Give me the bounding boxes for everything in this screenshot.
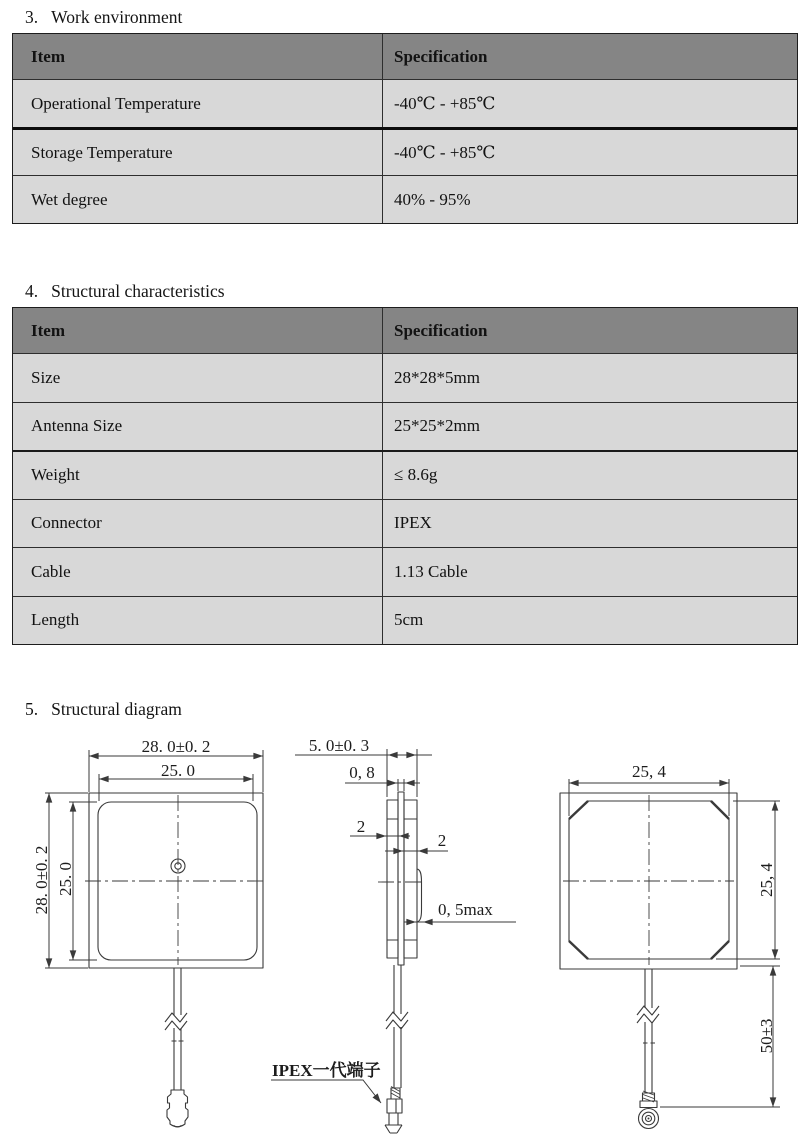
section-title: Structural diagram	[51, 699, 182, 719]
row-spec: 5cm	[382, 597, 797, 645]
side-left-thickness-dim: 2	[356, 817, 366, 836]
cable-length-dim: 50±3	[757, 1018, 776, 1054]
side-protrusion-dim: 0, 5max	[438, 900, 493, 919]
table-row	[13, 402, 797, 451]
front-inner-width-dim: 25. 0	[161, 761, 195, 780]
table-row	[13, 547, 797, 596]
table-row	[13, 175, 797, 223]
work-environment-table	[12, 33, 798, 224]
row-item: Weight	[31, 465, 80, 485]
side-patch-right	[404, 800, 417, 958]
back-ground-plane	[569, 801, 729, 959]
side-pcb	[398, 792, 404, 965]
side-cable	[394, 965, 401, 1088]
column-header-specification: Specification	[382, 308, 797, 353]
row-item: Storage Temperature	[31, 142, 173, 162]
side-right-thickness-dim: 2	[437, 831, 447, 850]
column-header-item: Item	[31, 320, 65, 340]
row-item: Wet degree	[31, 189, 108, 209]
back-view-drawing	[560, 762, 780, 1129]
front-ceramic-patch	[98, 802, 257, 960]
cable-break-symbol	[386, 1012, 408, 1029]
section-number: 4.	[25, 281, 39, 301]
back-height-dim: 25, 4	[757, 863, 776, 897]
row-spec: ≤ 8.6g	[382, 452, 797, 499]
structural-characteristics-table	[12, 307, 798, 645]
row-item: Cable	[31, 561, 71, 581]
section-number: 3.	[25, 7, 39, 27]
row-spec: 28*28*5mm	[382, 354, 797, 402]
front-outer-height-dim: 28. 0±0. 2	[32, 845, 51, 915]
row-spec: IPEX	[382, 500, 797, 548]
table-row	[13, 127, 797, 175]
label-leader-arrow	[271, 1080, 381, 1103]
front-view-drawing	[32, 737, 267, 1127]
back-cable	[645, 969, 652, 1093]
back-outer-body	[560, 793, 737, 969]
back-width-dim: 25, 4	[632, 762, 666, 781]
front-cable	[174, 968, 181, 1090]
table-row	[13, 499, 797, 548]
row-item: Antenna Size	[31, 416, 123, 436]
column-header-specification: Specification	[382, 34, 797, 79]
table-row	[13, 596, 797, 645]
section-title: Structural characteristics	[51, 281, 225, 301]
table-row	[13, 79, 797, 127]
row-item: Length	[31, 610, 80, 630]
section-number: 5.	[25, 699, 39, 719]
row-spec: 25*25*2mm	[382, 403, 797, 451]
table-header-row	[13, 308, 797, 353]
row-spec: 1.13 Cable	[382, 548, 797, 596]
cable-break-symbol	[165, 1013, 187, 1030]
front-outer-width-dim: 28. 0±0. 2	[141, 737, 211, 756]
table-header-row	[13, 34, 797, 79]
table-row	[13, 353, 797, 402]
front-inner-height-dim: 25. 0	[56, 862, 75, 896]
ipex-terminal-label: IPEX一代端子	[272, 1061, 381, 1080]
table-row	[13, 450, 797, 499]
row-spec: -40℃ - +85℃	[382, 130, 797, 175]
back-ipex-connector	[639, 1091, 659, 1129]
side-patch-left	[387, 800, 398, 958]
feed-point-outer-circle	[171, 859, 185, 873]
row-spec: 40% - 95%	[382, 176, 797, 223]
feed-point-inner-circle	[175, 863, 181, 869]
section-title: Work environment	[51, 7, 183, 27]
side-ipex-connector	[385, 1087, 402, 1134]
row-item: Operational Temperature	[31, 93, 201, 113]
side-pcb-thickness-dim: 0, 8	[349, 763, 375, 782]
row-item: Connector	[31, 513, 102, 533]
column-header-item: Item	[31, 46, 65, 66]
front-ipex-connector	[167, 1090, 188, 1127]
row-item: Size	[31, 367, 61, 387]
side-view-drawing	[271, 736, 516, 1133]
section-heading-structural-characteristics	[25, 281, 225, 302]
side-thickness-dim: 5. 0±0. 3	[308, 736, 370, 755]
section-heading-structural-diagram	[25, 699, 182, 720]
section-heading-work-environment	[25, 7, 182, 28]
side-connector-bump	[417, 869, 422, 922]
chamfer-corners	[569, 801, 729, 959]
row-spec: -40℃ - +85℃	[382, 80, 797, 127]
front-outer-body	[89, 793, 263, 968]
cable-break-symbol	[637, 1006, 659, 1023]
